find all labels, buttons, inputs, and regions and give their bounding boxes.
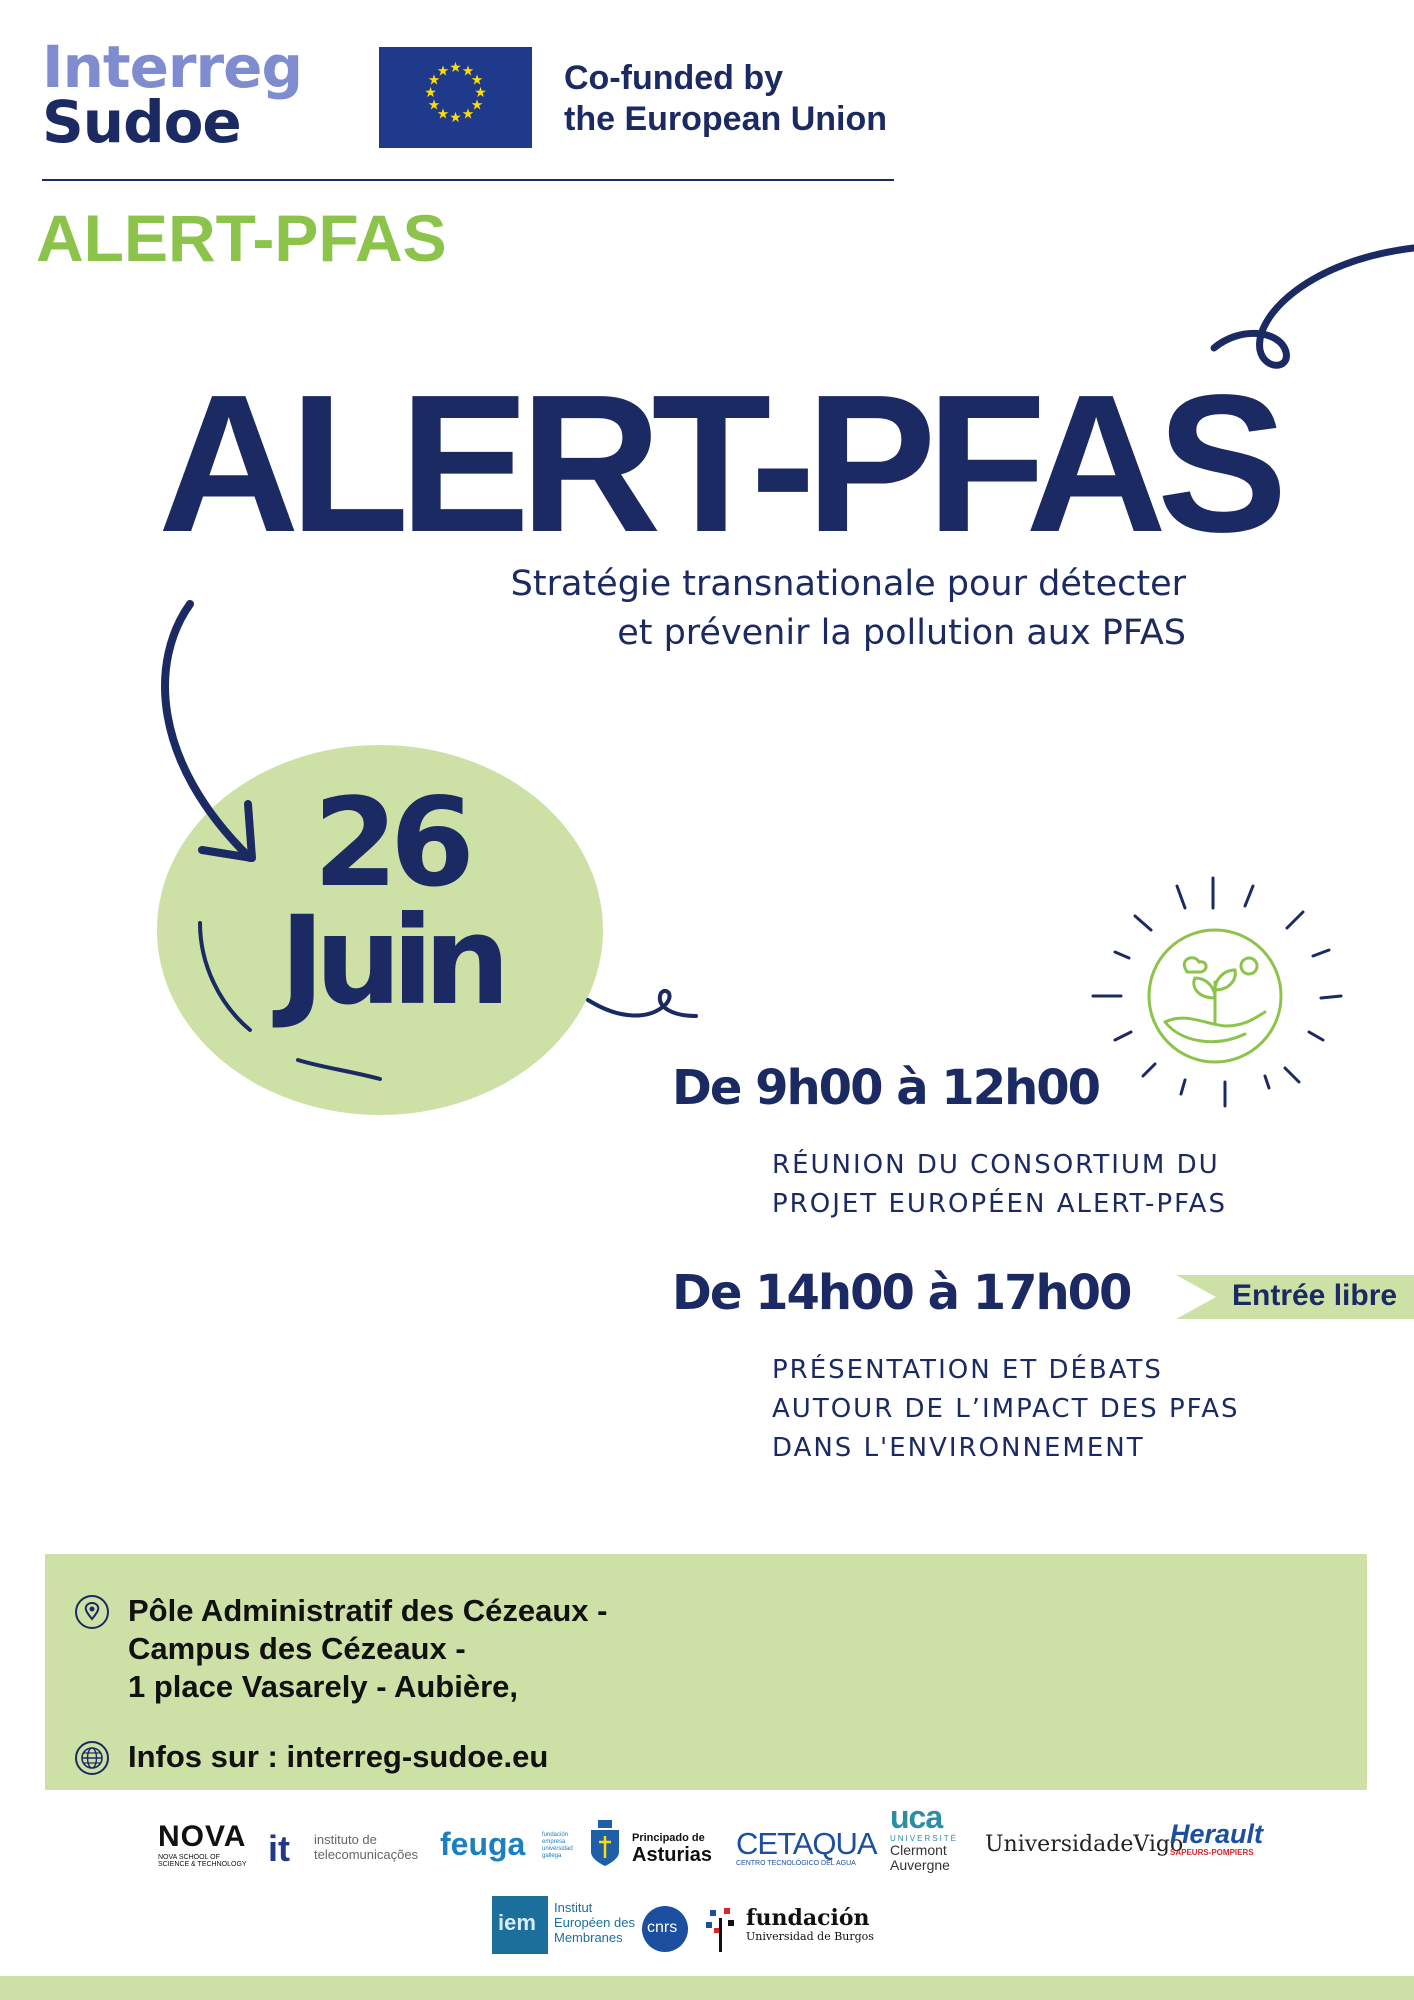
schedule-morning-line1: RÉUNION DU CONSORTIUM DU: [772, 1150, 1220, 1180]
iem-mark-text: iem: [498, 1910, 536, 1935]
schedule-morning-line2: PROJET EUROPÉEN ALERT-PFAS: [772, 1189, 1227, 1219]
address-line3: 1 place Vasarely - Aubière,: [128, 1669, 519, 1704]
address-line1: Pôle Administratif des Cézeaux -: [128, 1593, 608, 1628]
nova-sub2: SCIENCE & TECHNOLOGY: [158, 1861, 247, 1868]
project-label: ALERT-PFAS: [36, 201, 447, 275]
burgos-tree-icon: [702, 1904, 740, 1954]
address-line2: Campus des Cézeaux -: [128, 1631, 466, 1666]
iem-line3: Membranes: [554, 1930, 623, 1945]
globe-icon: [74, 1740, 110, 1776]
bottom-strip: [0, 1976, 1414, 2000]
asturias-line1: Principado de: [632, 1832, 705, 1844]
partner-vigo-logo: UniversidadeVigo: [985, 1832, 1184, 1857]
asturias-line2: Asturias: [632, 1844, 713, 1866]
svg-text:★: ★: [424, 85, 437, 101]
header-divider: [42, 179, 894, 181]
partner-iem-logo: [554, 1900, 635, 1945]
cnrs-text: cnrs: [647, 1919, 678, 1936]
tagline-line2: et prévenir la pollution aux PFAS: [617, 613, 1186, 653]
asturias-crest-icon: [588, 1818, 622, 1868]
partner-herault-logo: [1170, 1820, 1263, 1857]
entree-libre-badge: [1176, 1275, 1414, 1319]
sudoe-wordmark: Sudoe: [42, 88, 241, 157]
address-block: [128, 1592, 607, 1706]
feuga-sub3: universidad: [542, 1846, 573, 1852]
date-month: Juin: [279, 890, 501, 1032]
entree-libre-label: Entrée libre: [1232, 1279, 1398, 1312]
iem-line1: Institut: [554, 1900, 593, 1915]
cetaqua-sub: CENTRO TECNOLÓGICO DEL AGUA: [736, 1860, 856, 1867]
svg-text:★: ★: [427, 97, 441, 114]
partner-burgos-logo: [746, 1906, 874, 1943]
schedule-afternoon-line2: AUTOUR DE L’IMPACT DES PFAS: [772, 1394, 1240, 1424]
svg-text:★: ★: [470, 97, 484, 114]
eu-flag-icon: [379, 47, 532, 148]
herault-wordmark: Herault: [1170, 1819, 1264, 1849]
burgos-line2: Universidad de Burgos: [746, 1930, 874, 1943]
it-text2: telecomunicações: [314, 1847, 419, 1862]
burgos-line1: fundación: [746, 1905, 870, 1931]
svg-text:★: ★: [461, 63, 475, 80]
feuga-sub2: empresa: [542, 1839, 566, 1845]
svg-text:★: ★: [449, 60, 462, 76]
svg-text:★: ★: [436, 63, 450, 80]
tagline-line1: Stratégie transnationale pour détecter: [510, 564, 1186, 604]
schedule-afternoon-line3: DANS L'ENVIRONNEMENT: [772, 1433, 1145, 1463]
feuga-sub4: gallega: [542, 1853, 562, 1859]
uca-mark: uca: [890, 1799, 943, 1835]
partner-uca-logo: [890, 1800, 958, 1873]
partner-cetaqua-logo: [736, 1828, 877, 1867]
feuga-wordmark: feuga: [440, 1826, 526, 1862]
cofunded-line1: Co-funded by: [564, 59, 784, 97]
curved-arrow-icon: [140, 590, 280, 870]
cofunded-line2: the European Union: [564, 100, 887, 138]
nova-wordmark: NOVA: [158, 1820, 247, 1853]
plant-hand-sun-icon: [1085, 872, 1345, 1112]
partner-iem-mark: [492, 1896, 548, 1954]
partner-cnrs-logo: [642, 1906, 688, 1952]
it-mark: it: [268, 1828, 290, 1869]
svg-text:★: ★: [474, 85, 487, 101]
svg-text:★: ★: [470, 72, 484, 89]
partner-asturias-logo: [632, 1832, 712, 1866]
location-pin-icon: [74, 1594, 110, 1630]
squiggle-decoration: [580, 980, 700, 1030]
website-info-link[interactable]: Infos sur : interreg-sudoe.eu: [128, 1739, 549, 1774]
cofunded-text: [564, 58, 887, 140]
iem-line2: Européen des: [554, 1915, 635, 1930]
it-text1: instituto de: [314, 1832, 377, 1847]
svg-text:★: ★: [427, 72, 441, 89]
main-title: ALERT-PFAS: [158, 354, 1278, 573]
date-day: 26: [313, 772, 467, 914]
partner-nova-logo: [158, 1820, 247, 1868]
uca-line1: UNIVERSITÉ: [890, 1834, 959, 1843]
cetaqua-wordmark: CETAQUA: [736, 1826, 877, 1861]
interreg-wordmark: Interreg: [42, 33, 302, 101]
svg-text:★: ★: [449, 110, 462, 126]
schedule-morning-time: De 9h00 à 12h00: [672, 1060, 1100, 1116]
schedule-afternoon-line1: PRÉSENTATION ET DÉBATS: [772, 1355, 1163, 1385]
tagline: [511, 560, 1186, 658]
feuga-sub1: fundación: [542, 1832, 569, 1838]
herault-sub: SAPEURS-POMPIERS: [1170, 1848, 1254, 1857]
schedule-afternoon-desc: [772, 1351, 1240, 1468]
uca-line3: Auvergne: [890, 1857, 950, 1873]
nova-sub1: NOVA SCHOOL OF: [158, 1854, 220, 1861]
interreg-sudoe-logo: [42, 33, 302, 157]
svg-text:★: ★: [461, 106, 475, 123]
schedule-morning-desc: [772, 1146, 1227, 1224]
uca-line2: Clermont: [890, 1842, 947, 1858]
svg-text:★: ★: [436, 106, 450, 123]
schedule-afternoon-time: De 14h00 à 17h00: [672, 1265, 1131, 1321]
